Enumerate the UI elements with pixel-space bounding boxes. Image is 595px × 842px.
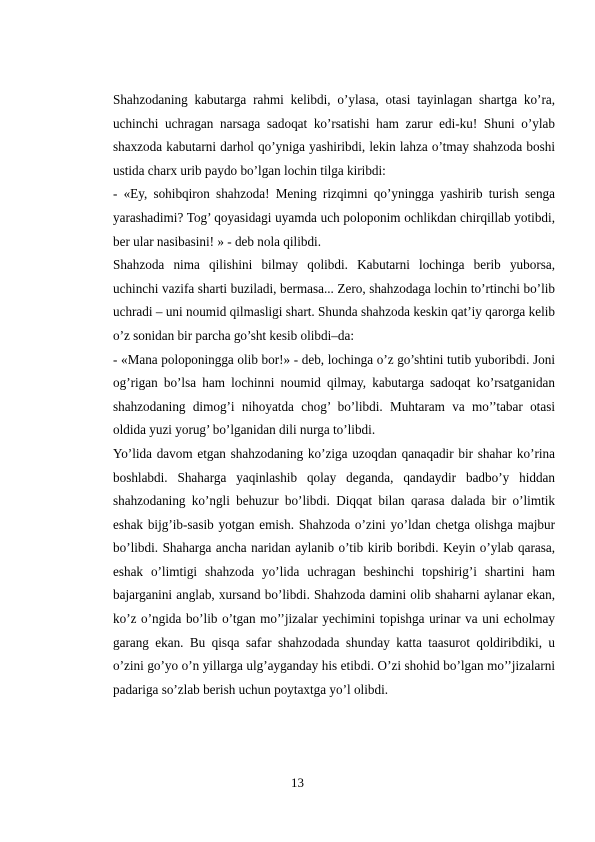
body-text [113,88,555,701]
paragraph-1: Shahzodaning kabutarga rahmi kelibdi, o’ylasa, otasi tayinlagan shartga ko’ra, uchinchi uchragan narsaga sadoqat ko’rsatishi ham zarur edi-ku! Shuni o’ylab shaxzoda kabutarni darhol qo’yniga yashiribdi, lekin lahza o’tmay shahzoda boshi ustida charx urib paydo bo’lgan lochin tilga kiribdi: [113,92,555,178]
page-number: 13 [291,775,304,790]
paragraph-2: - «Ey, sohibqiron shahzoda! Mening rizqimni qo’yningga yashirib turish senga yarashadimi? Tog’ qoyasidagi uyamda uch poloponim ochlikdan chirqillab yotibdi, ber ular nasibasini! » - deb nola qilibdi. [113,186,555,249]
paragraph-5: Yo’lida davom etgan shahzodaning ko’ziga uzoqdan qanaqadir bir shahar ko’rina boshlabdi. Shaharga yaqinlashib qolay deganda, qandaydir badbo’y hiddan shahzodaning ko’ngli behuzur bo’libdi. Diqqat bilan qarasa dalada bir o’limtik eshak bijg’ib-sasib yotgan emish. Shahzoda o’zini yo’ldan chetga olishga majbur bo’libdi. Shaharga ancha naridan aylanib o’tib kirib boribdi. Keyin o’ylab qarasa, eshak o’limtigi shahzoda yo’lida uchragan beshinchi topshirig’i shartini ham bajarganini anglab, xursand bo’libdi. Shahzoda damini olib shaharni aylanar ekan, ko’z o’ngida bo’lib o’tgan mo’’jizalar yechimini topishga urinar va uni echolmay garang ekan. Bu qisqa safar shahzodada shunday katta taasurot qoldiribdiki, u o’zini go’yo o’n yillarga ulg’ayganday his etibdi. O’zi shohid bo’lgan mo’’jizalarni padariga so’zlab berish uchun poytaxtga yo’l olibdi. [113,445,555,697]
paragraph-4: - «Mana poloponingga olib bor!» - deb, lochinga o’z go’shtini tutib yuboribdi. Joni og’rigan bo’lsa ham lochinni noumid qilmay, kabutarga sadoqat ko’rsatganidan shahzodaning dimog’i nihoyatda chog’ bo’libdi. Muhtaram va mo’’tabar otasi oldida yuzi yorug’ bo’lganidan dili nurga to’libdi. [113,351,555,438]
paragraph-3: Shahzoda nima qilishini bilmay qolibdi. Kabutarni lochinga berib yuborsa, uchinchi vazifa sharti buziladi, bermasa... Zero, shahzodaga lochin to’rtinchi bo’lib uchradi – uni noumid qilmasligi shart. Shunda shahzoda keskin qat’iy qarorga kelib o’z sonidan bir parcha go’sht kesib olibdi–da: [113,257,555,343]
